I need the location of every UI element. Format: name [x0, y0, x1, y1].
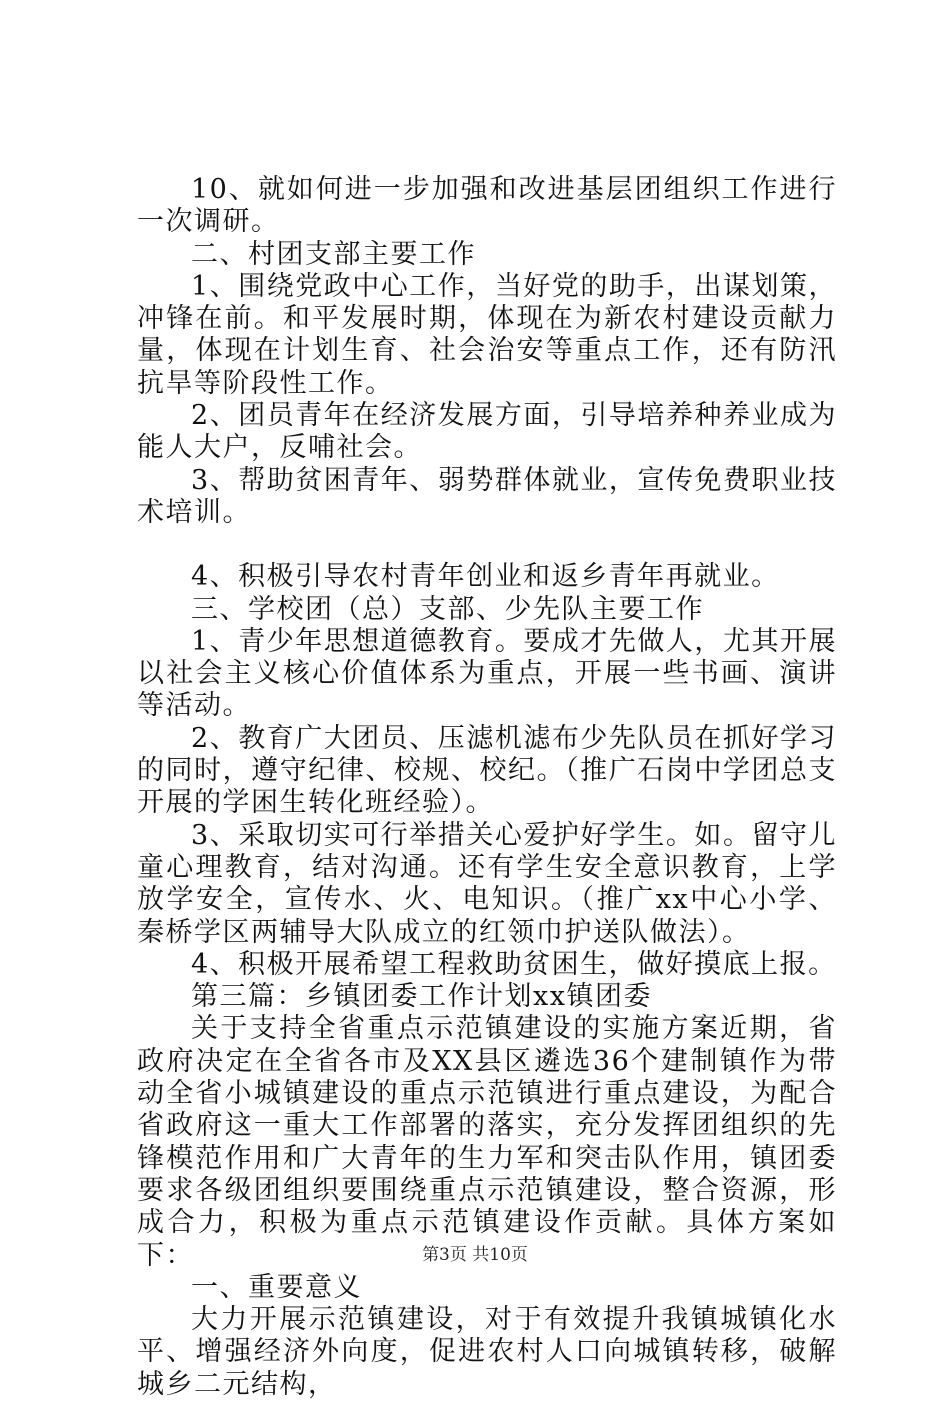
paragraph-school-3: 3、采取切实可行举措关心爱护好学生。如。留守儿童心理教育，结对沟通。还有学生安全意识教育，上学放学安全，宣传水、火、电知识。（推广xx中心小学、秦桥学区两辅导大队成立的红领巾护送队做法）。: [137, 819, 837, 948]
document-body: [137, 174, 837, 1401]
section-heading-significance: 一、重要意义: [191, 1271, 362, 1303]
paragraph-spacer: [137, 529, 837, 561]
paragraph-village-4: 4、积极引导农村青年创业和返乡青年再就业。: [191, 561, 780, 593]
section-heading-village: 二、村团支部主要工作: [191, 238, 476, 270]
section-heading-school: 三、学校团（总）支部、少先队主要工作: [191, 593, 704, 625]
paragraph-significance: 大力开展示范镇建设，对于有效提升我镇城镇化水平、增强经济外向度，促进农村人口向城镇转移，破解城乡二元结构，: [137, 1304, 837, 1400]
paragraph-school-1: 1、青少年思想道德教育。要成才先做人，尤其开展以社会主义核心价值体系为重点，开展一些书画、演讲等活动。: [137, 625, 837, 722]
paragraph-plan-intro: 关于支持全省重点示范镇建设的实施方案近期，省政府决定在全省各市及XX县区遴选36个建制镇作为带动全省小城镇建设的重点示范镇进行重点建设，为配合省政府这一重大工作部署的落实，充分发挥团组织的先锋模范作用和广大青年的生力军和突击队作用，镇团委要求各级团组织要围绕重点示范镇建设，整合资源，形成合力，积极为重点示范镇建设作贡献。具体方案如下：: [137, 1013, 837, 1271]
paragraph-village-2: 2、团员青年在经济发展方面，引导培养种养业成为能人大户，反哺社会。: [137, 400, 837, 464]
paragraph-item-10: 10、就如何进一步加强和改进基层团组织工作进行一次调研。: [137, 174, 837, 238]
page-number-footer: 第3页 共10页: [422, 1245, 528, 1265]
paragraph-village-3: 3、帮助贫困青年、弱势群体就业，宣传免费职业技术培训。: [137, 464, 837, 528]
paragraph-school-2: 2、教育广大团员、压滤机滤布少先队员在抓好学习的同时，遵守纪律、校规、校纪。（推广石岗中学团总支开展的学困生转化班经验）。: [137, 722, 837, 819]
paragraph-school-4: 4、积极开展希望工程救助贫困生，做好摸底上报。: [191, 948, 837, 980]
chapter-heading: 第三篇：乡镇团委工作计划xx镇团委: [191, 981, 652, 1013]
paragraph-village-1: 1、围绕党政中心工作，当好党的助手，出谋划策，冲锋在前。和平发展时期，体现在为新农村建设贡献力量，体现在计划生育、社会治安等重点工作，还有防汛抗旱等阶段性工作。: [137, 270, 837, 399]
